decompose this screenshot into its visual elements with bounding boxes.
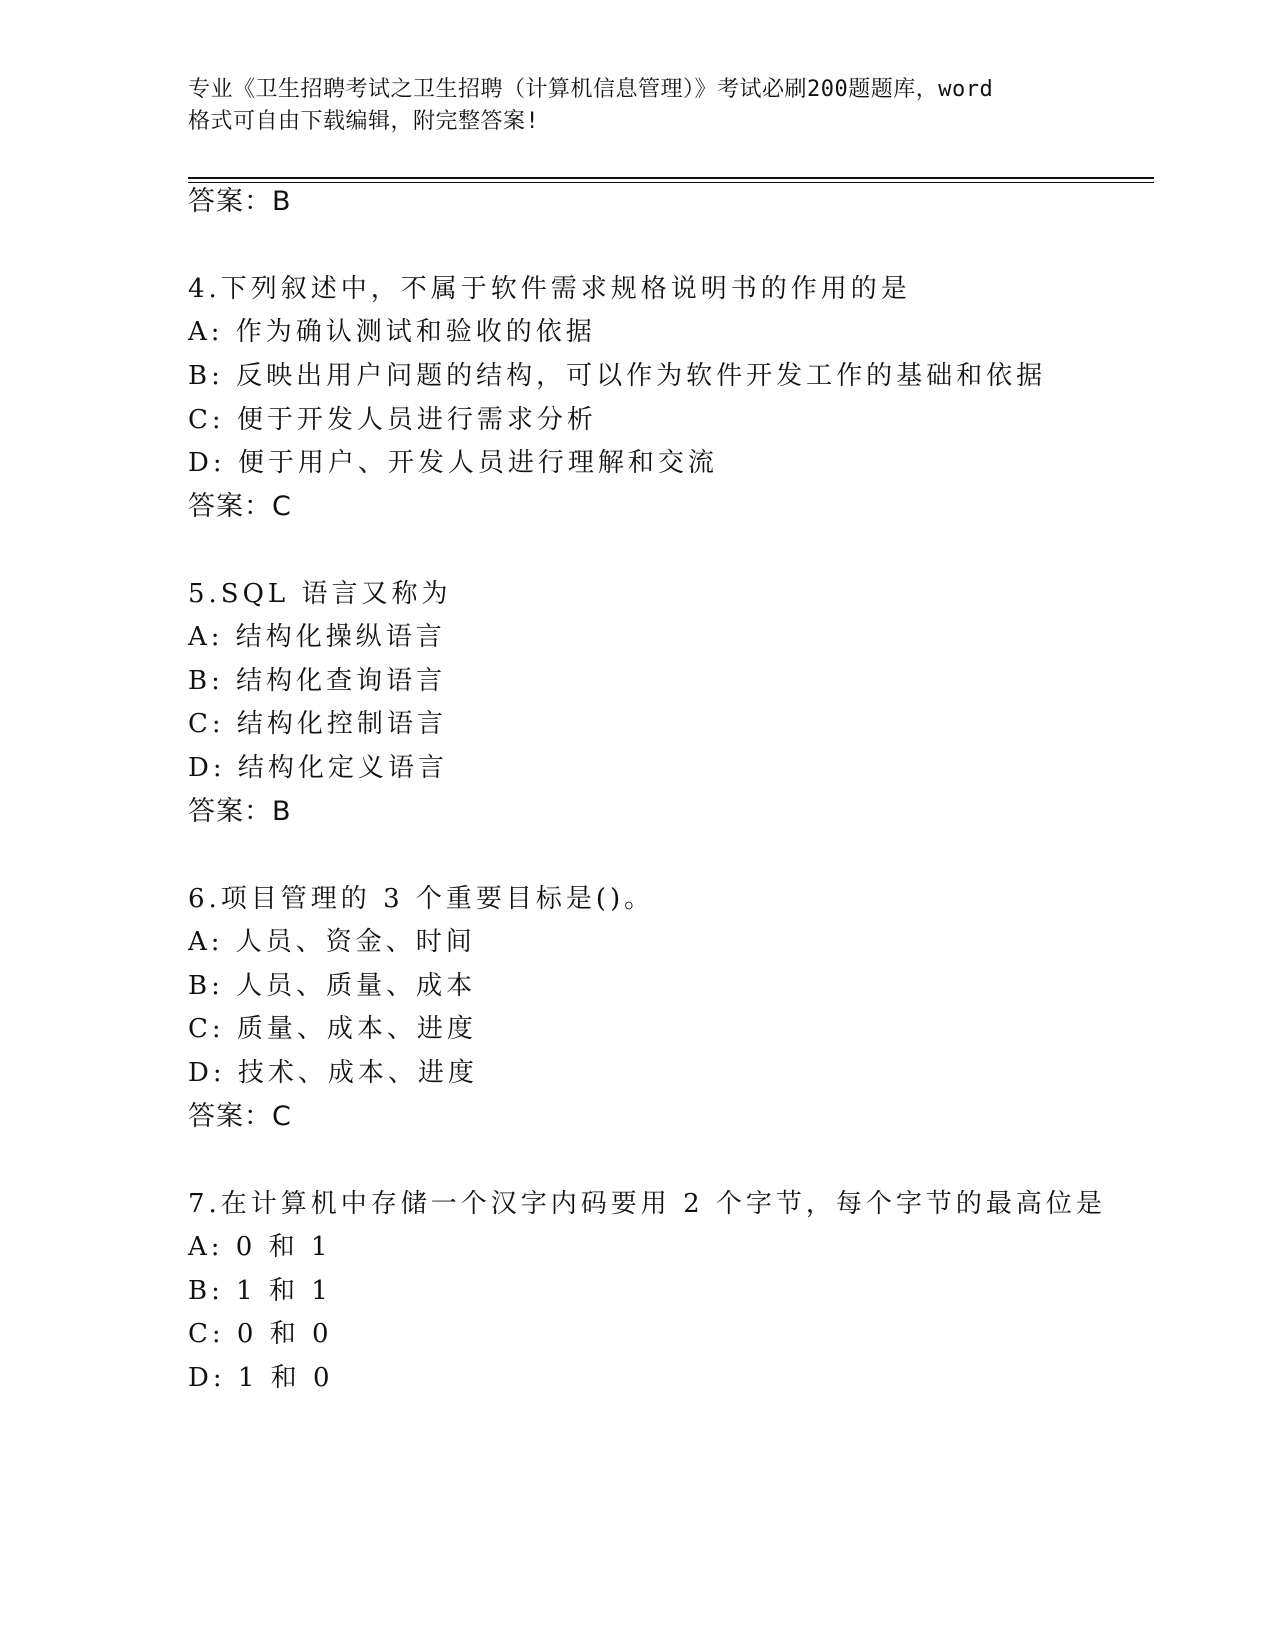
question-option: B: 人员、质量、成本 xyxy=(188,971,477,1001)
question-option: A: 作为确认测试和验收的依据 xyxy=(188,317,596,347)
question-option: C: 便于开发人员进行需求分析 xyxy=(188,405,597,435)
header-divider-thick xyxy=(188,177,1154,179)
question-stem: 7.在计算机中存储一个汉字内码要用 2 个字节，每个字节的最高位是 xyxy=(188,1189,1106,1219)
question-option: D: 结构化定义语言 xyxy=(188,753,448,783)
question-option: C: 0 和 0 xyxy=(188,1319,333,1349)
question-option: A: 人员、资金、时间 xyxy=(188,927,476,957)
question-option: D: 便于用户、开发人员进行理解和交流 xyxy=(188,448,718,478)
question-option: A: 0 和 1 xyxy=(188,1232,332,1262)
question-option: B: 反映出用户问题的结构，可以作为软件开发工作的基础和依据 xyxy=(188,361,1047,391)
question-stem: 4.下列叙述中，不属于软件需求规格说明书的作用的是 xyxy=(188,274,911,304)
question-option: B: 结构化查询语言 xyxy=(188,666,447,696)
question-option: C: 质量、成本、进度 xyxy=(188,1014,477,1044)
question-option: D: 技术、成本、进度 xyxy=(188,1058,478,1088)
question-option: A: 结构化操纵语言 xyxy=(188,622,446,652)
header-line-1: 专业《卫生招聘考试之卫生招聘（计算机信息管理）》考试必刷200题题库，word xyxy=(188,77,994,102)
question-answer: 答案：C xyxy=(188,1101,292,1132)
question-option: B: 1 和 1 xyxy=(188,1276,332,1306)
header-line-2: 格式可自由下载编辑，附完整答案! xyxy=(188,109,540,134)
question-option: D: 1 和 0 xyxy=(188,1363,334,1393)
question-stem: 5.SQL 语言又称为 xyxy=(188,579,452,609)
document-header xyxy=(188,74,1118,138)
question-answer: 答案：B xyxy=(188,796,292,827)
header-divider-thin xyxy=(188,182,1154,183)
question-answer: 答案：C xyxy=(188,491,292,522)
previous-answer: 答案：B xyxy=(188,186,292,217)
question-option: C: 结构化控制语言 xyxy=(188,709,447,739)
question-stem: 6.项目管理的 3 个重要目标是()。 xyxy=(188,884,655,914)
